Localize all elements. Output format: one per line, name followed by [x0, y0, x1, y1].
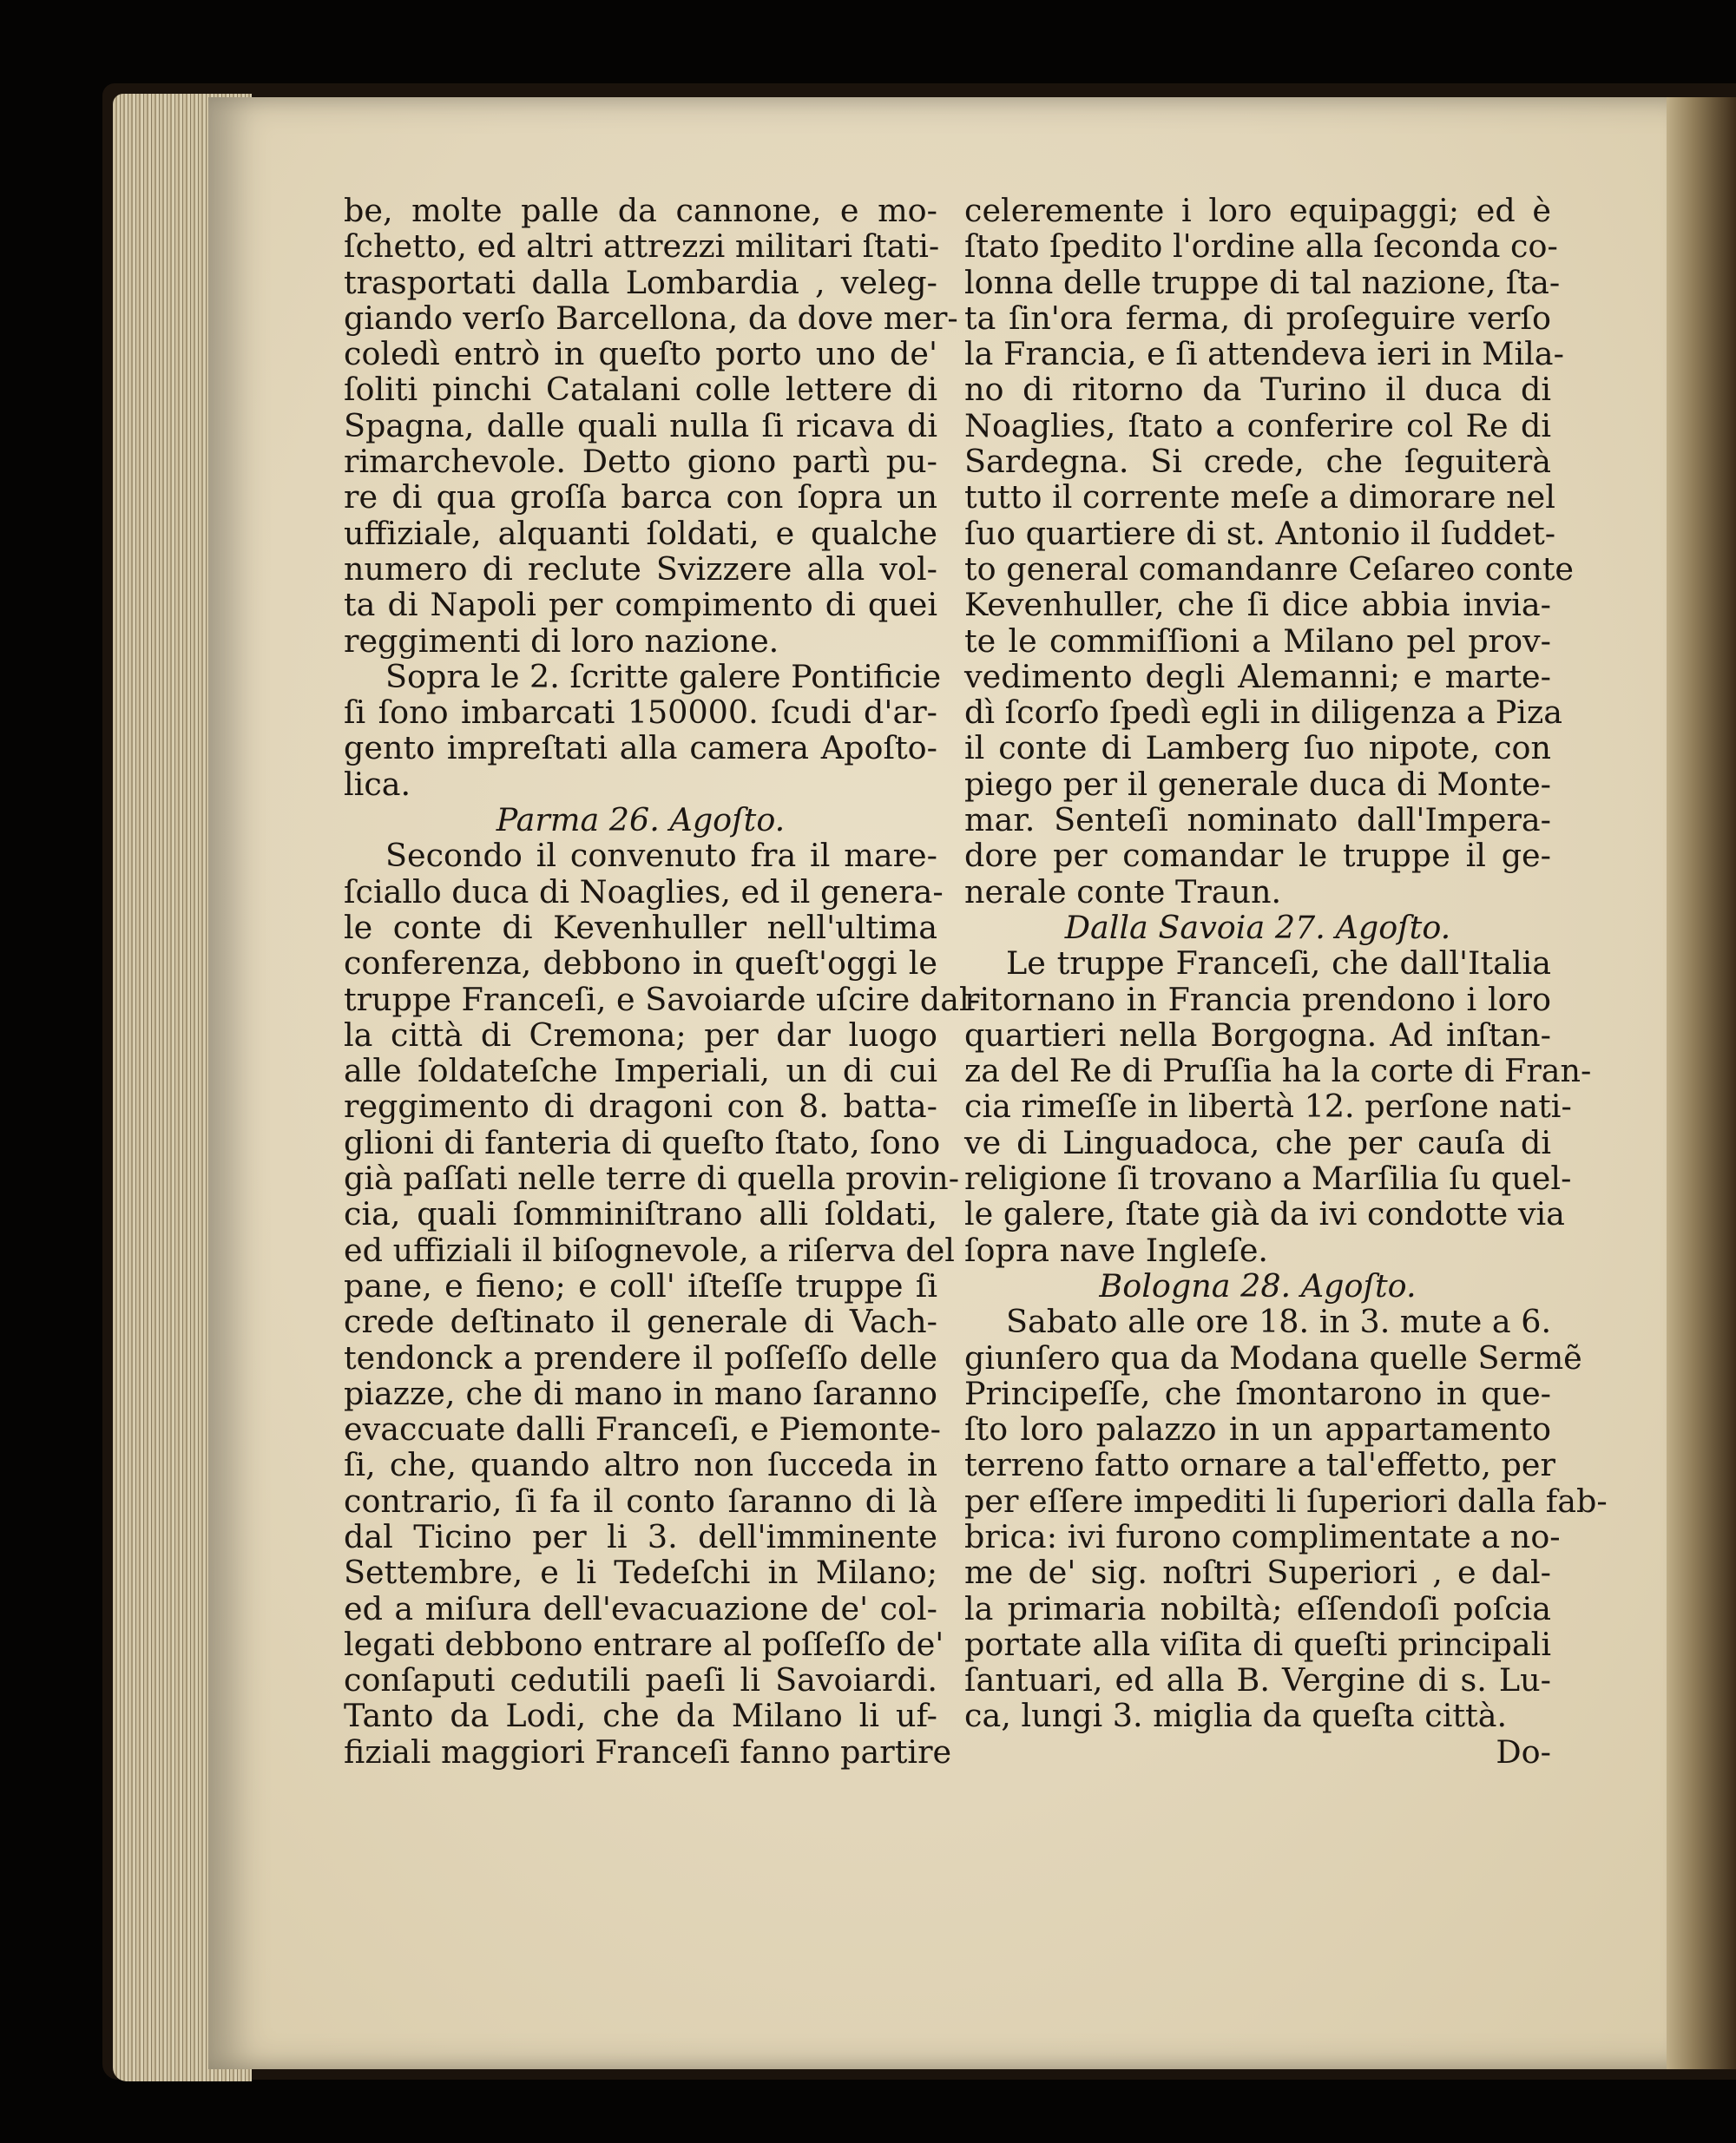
- text-line: alle ſoldateſche Imperiali, un di cui: [344, 1052, 937, 1090]
- text-line: cia rimeſſe in libertà 12. perſone nati-: [964, 1088, 1572, 1126]
- text-line: tutto il corrente meſe a dimorare nel: [964, 478, 1555, 516]
- text-line: Secondo il convenuto fra il mare-: [385, 837, 937, 875]
- text-line: le galere, ſtate già da ivi condotte via: [964, 1195, 1565, 1233]
- text-line: numero di reclute Svizzere alla vol-: [344, 549, 937, 588]
- text-line: Sardegna. Si crede, che ſeguiterà: [964, 443, 1551, 481]
- text-line: la città di Cremona; per dar luogo: [344, 1016, 937, 1054]
- text-line: lonna delle truppe di tal nazione, ſta-: [964, 263, 1561, 301]
- text-line: ſoliti pinchi Catalani colle lettere di: [344, 371, 937, 409]
- left-column: [344, 192, 980, 1771]
- dateline: Dalla Savoia 27. Agoſto.: [1064, 908, 1451, 946]
- text-line: ſto loro palazzo in un appartamento: [964, 1410, 1551, 1449]
- text-line: gento impreſtati alla camera Apoſto-: [344, 729, 937, 767]
- gutter-shadow: [1667, 97, 1736, 2069]
- text-line: evaccuate dalli Franceſi, e Piemonte-: [344, 1410, 941, 1449]
- text-line: ve di Linguadoca, che per cauſa di: [964, 1123, 1551, 1161]
- text-line: ſi, che, quando altro non ſucceda in: [344, 1446, 937, 1484]
- text-line: fiziali maggiori Franceſi fanno partire: [344, 1732, 952, 1771]
- text-line: glioni di fanteria di queſto ſtato, ſono: [344, 1123, 941, 1161]
- text-line: ſopra nave Ingleſe.: [964, 1231, 1269, 1269]
- text-line: ed uffiziali il biſognevole, a riſerva del: [344, 1231, 955, 1269]
- text-line: truppe Franceſi, e Savoiarde uſcire dal-: [344, 980, 980, 1018]
- text-line: reggimenti di loro nazione.: [344, 621, 779, 660]
- text-line: uffiziale, alquanti ſoldati, e qualche: [344, 514, 937, 552]
- text-line: crede deſtinato il generale di Vach-: [344, 1303, 937, 1341]
- text-line: terreno fatto ornare a tal'effetto, per: [964, 1446, 1555, 1484]
- text-line: te le commiſſioni a Milano pel prov-: [964, 621, 1551, 660]
- dateline: Bologna 28. Agoſto.: [1099, 1266, 1417, 1305]
- text-line: religione ſi trovano a Marſilia ſu quel-: [964, 1160, 1572, 1198]
- text-line: Principeſſe, che ſmontarono in que-: [964, 1374, 1551, 1412]
- text-line: piazze, che di mano in mano ſaranno: [344, 1374, 937, 1412]
- text-line: dì ſcorſo ſpedì egli in diligenza a Piza: [964, 694, 1562, 732]
- text-line: conſaputi cedutili paeſi li Savoiardi.: [344, 1661, 937, 1699]
- right-column: [964, 192, 1608, 1771]
- text-line: dore per comandar le truppe il ge-: [964, 837, 1551, 875]
- text-line: cia, quali ſomminiſtrano alli ſoldati,: [344, 1195, 937, 1233]
- text-line: mar. Senteſi nominato dall'Impera-: [964, 801, 1551, 839]
- text-line: coledì entrò in queſto porto uno de': [344, 335, 937, 373]
- text-line: Sopra le 2. ſcritte galere Pontificie: [385, 657, 942, 695]
- text-line: Settembre, e li Tedeſchi in Milano;: [344, 1554, 937, 1592]
- text-line: Spagna, dalle quali nulla ſi ricava di: [344, 406, 937, 444]
- text-line: me de' sig. noſtri Superiori , e dal-: [964, 1554, 1551, 1592]
- text-line: ritornano in Francia prendono i loro: [964, 980, 1551, 1018]
- text-line: il conte di Lamberg ſuo nipote, con: [964, 729, 1551, 767]
- text-line: reggimento di dragoni con 8. batta-: [344, 1088, 937, 1126]
- text-line: ſi ſono imbarcati 150000. ſcudi d'ar-: [344, 694, 937, 732]
- text-line: re di qua groſſa barca con ſopra un: [344, 478, 937, 516]
- text-line: conferenza, debbono in queſt'oggi le: [344, 944, 937, 983]
- text-line: ſchetto, ed altri attrezzi militari ſtati-: [344, 227, 940, 266]
- text-line: Kevenhuller, che ſi dice abbia invia-: [964, 586, 1551, 624]
- text-line: giando verſo Barcellona, da dove mer-: [344, 299, 958, 337]
- text-line: ed a miſura dell'evacuazione de' col-: [344, 1589, 937, 1627]
- text-line: vedimento degli Alemanni; e marte-: [964, 657, 1551, 695]
- text-line: no di ritorno da Turino il duca di: [964, 371, 1551, 409]
- text-line: ſuo quartiere di st. Antonio il ſuddet-: [964, 514, 1556, 552]
- text-line: nerale conte Traun.: [964, 872, 1282, 910]
- text-line: Tanto da Lodi, che da Milano li uf-: [344, 1697, 937, 1735]
- text-line: tendonck a prendere il poſſeſſo delle: [344, 1338, 937, 1377]
- text-line: dal Ticino per li 3. dell'imminente: [344, 1517, 937, 1555]
- text-line: già paſſati nelle terre di quella provin-: [344, 1160, 960, 1198]
- text-line: ta di Napoli per compimento di quei: [344, 586, 937, 624]
- text-line: be, molte palle da cannone, e mo-: [344, 192, 937, 229]
- text-line: trasportati dalla Lombardia , veleg-: [344, 263, 937, 301]
- text-line: pane, e fieno; e coll' iſteſſe truppe ſi: [344, 1266, 937, 1305]
- text-line: Sabato alle ore 18. in 3. mute a 6.: [1006, 1303, 1552, 1341]
- catchword: Do-: [1496, 1732, 1551, 1771]
- text-line: ſantuari, ed alla B. Vergine di s. Lu-: [964, 1661, 1551, 1699]
- text-line: lica.: [344, 765, 411, 803]
- text-line: brica: ivi furono complimentate a no-: [964, 1517, 1561, 1555]
- text-line: Noaglies, ſtato a conferire col Re di: [964, 406, 1551, 444]
- text-line: to general comandanre Ceſareo conte: [964, 549, 1575, 588]
- text-line: piego per il generale duca di Monte-: [964, 765, 1551, 803]
- text-line: quartieri nella Borgogna. Ad inſtan-: [964, 1016, 1551, 1054]
- text-line: legati debbono entrare al poſſeſſo de': [344, 1625, 944, 1663]
- text-line: celeremente i loro equipaggi; ed è: [964, 192, 1551, 229]
- text-line: giunſero qua da Modana quelle Sermẽ: [964, 1338, 1582, 1377]
- text-line: ca, lungi 3. miglia da queſta città.: [964, 1697, 1508, 1735]
- text-line: ta ſin'ora ferma, di proſeguire verſo: [964, 299, 1551, 337]
- text-line: ſtato ſpedito l'ordine alla ſeconda co-: [964, 227, 1558, 266]
- text-line: rimarchevole. Detto giono partì pu-: [344, 443, 937, 481]
- text-line: la Francia, e ſi attendeva ieri in Mila-: [964, 335, 1564, 373]
- dateline: Parma 26. Agoſto.: [496, 801, 786, 839]
- text-line: portate alla viſita di queſti principali: [964, 1625, 1551, 1663]
- text-line: la primaria nobiltà; eſſendoſi poſcia: [964, 1589, 1551, 1627]
- text-line: Le truppe Franceſi, che dall'Italia: [1006, 944, 1551, 983]
- text-line: ſciallo duca di Noaglies, ed il genera-: [344, 872, 944, 910]
- text-line: per eſſere impediti li ſuperiori dalla fab-: [964, 1482, 1608, 1520]
- text-line: le conte di Kevenhuller nell'ultima: [344, 908, 937, 946]
- text-line: contrario, ſi fa il conto ſaranno di là: [344, 1482, 937, 1520]
- text-line: za del Re di Pruſſia ha la corte di Fran-: [964, 1052, 1592, 1090]
